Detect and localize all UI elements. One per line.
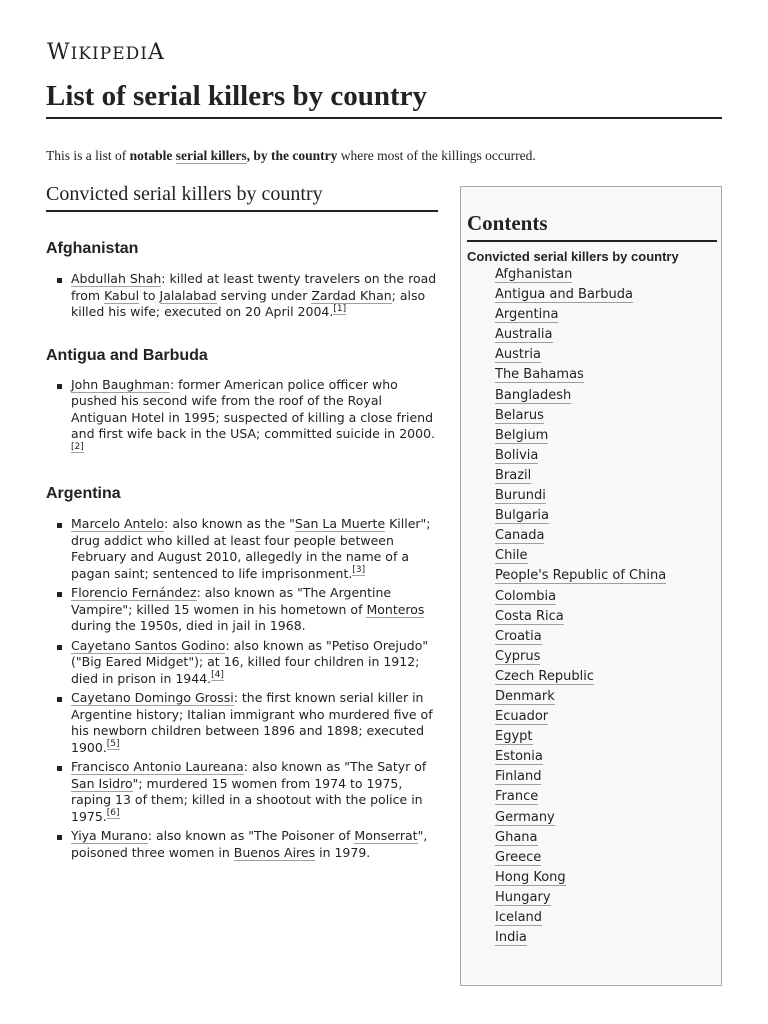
- page-title: List of serial killers by country: [46, 80, 722, 119]
- heading-afghanistan: Afghanistan: [46, 240, 139, 257]
- place-link[interactable]: Monserrat: [354, 828, 418, 843]
- reference-link[interactable]: [1]: [333, 303, 347, 314]
- killer-link[interactable]: John Baughman: [71, 376, 170, 392]
- place-link[interactable]: Buenos Aires: [233, 844, 316, 860]
- place-link[interactable]: Jalalabad: [159, 287, 217, 303]
- heading-argentina: Argentina: [46, 485, 121, 502]
- killer-link[interactable]: Abdullah Shah: [71, 271, 162, 286]
- list-item: Cayetano Domingo Grossi: the first known serial killer in Argentine history; Italian immigrant who murdered five of his newborn children between 1896 and 1898; executed 1900.[5]: [71, 690, 442, 756]
- toc-item-austria[interactable]: Austria: [495, 347, 541, 363]
- toc-item-bangladesh[interactable]: Bangladesh: [495, 387, 572, 403]
- toc-item-denmark[interactable]: Denmark: [495, 688, 555, 704]
- toc-item-czech-republic[interactable]: Czech Republic: [495, 668, 594, 684]
- toc-item-australia[interactable]: Australia: [495, 327, 553, 343]
- place-link[interactable]: Monteros: [366, 601, 425, 617]
- list-item: Florencio Fernández: also known as "The Argentine Vampire"; killed 15 women in his hometown of Monteros during the 1950s, died in jail in 1968.: [71, 585, 442, 635]
- toc-item-afghanistan[interactable]: Afghanistan: [495, 267, 573, 282]
- toc-section-link[interactable]: Convicted serial killers by country: [467, 249, 679, 264]
- list-item: Cayetano Santos Godino: also known as "Petiso Orejudo" ("Big Eared Midget"); at 16, killed four children in 1912; died in prison in 1944.[4]: [71, 638, 442, 688]
- toc-item-argentina[interactable]: Argentina: [495, 307, 559, 323]
- wordmark-first-letter: W: [47, 40, 71, 65]
- list-item: John Baughman: former American police officer who pushed his second wife from the roof of the Royal Antiguan Hotel in 1995; suspected of killing a close friend and first wife back in the USA; committed suicide in 2000.[2]: [71, 377, 442, 460]
- intro-paragraph: This is a list of notable serial killers, by the country where most of the killings occurred.: [46, 148, 536, 163]
- toc-item-antigua-and-barbuda[interactable]: Antigua and Barbuda: [495, 287, 633, 303]
- table-of-contents: [460, 186, 722, 986]
- list-item: Abdullah Shah: killed at least twenty travelers on the road from Kabul to Jalalabad serving under Zardad Khan; also killed his wife; executed on 20 April 2004.[1]: [71, 271, 442, 321]
- toc-list: [461, 265, 721, 948]
- toc-item-canada[interactable]: Canada: [495, 528, 545, 544]
- toc-item-hong-kong[interactable]: Hong Kong: [495, 869, 566, 885]
- toc-item-ghana[interactable]: Ghana: [495, 829, 538, 845]
- reference-link[interactable]: [2]: [71, 442, 84, 453]
- list-afghanistan: [46, 271, 442, 321]
- list-item: Marcelo Antelo: also known as the "San La Muerte Killer"; drug addict who killed at least four people between February and August 2010, allegedly in the name of a pagan saint; sentenced to life imprisonment.[3]: [71, 516, 442, 582]
- toc-item-greece[interactable]: Greece: [495, 849, 542, 865]
- place-link[interactable]: San Isidro: [71, 775, 133, 791]
- reference-link[interactable]: [6]: [106, 808, 120, 819]
- killer-link[interactable]: Marcelo Antelo: [71, 516, 165, 531]
- toc-item-india[interactable]: India: [495, 930, 527, 946]
- toc-item-bulgaria[interactable]: Bulgaria: [495, 508, 549, 524]
- toc-item-germany[interactable]: Germany: [495, 809, 555, 825]
- wordmark-last-letter: A: [147, 40, 165, 65]
- main-content: [46, 183, 442, 864]
- wikipedia-wordmark[interactable]: [47, 40, 165, 65]
- toc-title: Contents: [467, 211, 717, 242]
- killer-link[interactable]: Cayetano Santos Godino: [71, 637, 226, 653]
- toc-item-france[interactable]: France: [495, 789, 539, 805]
- killer-link[interactable]: Florencio Fernández: [71, 585, 197, 600]
- toc-item-costa-rica[interactable]: Costa Rica: [495, 608, 564, 624]
- toc-item-iceland[interactable]: Iceland: [495, 910, 543, 925]
- wordmark-middle-letters: IKIPEDI: [70, 44, 148, 64]
- toc-item-bolivia[interactable]: Bolivia: [495, 447, 539, 463]
- killer-link[interactable]: Francisco Antonio Laureana: [71, 759, 244, 774]
- toc-item-china[interactable]: People's Republic of China: [495, 568, 667, 584]
- list-argentina: [46, 516, 442, 861]
- reference-link[interactable]: [3]: [352, 565, 366, 576]
- toc-item-cyprus[interactable]: Cyprus: [495, 648, 541, 664]
- section-heading-convicted: Convicted serial killers by country: [46, 183, 438, 212]
- toc-item-croatia[interactable]: Croatia: [495, 628, 542, 644]
- toc-item-brazil[interactable]: Brazil: [495, 467, 532, 483]
- list-antigua: [46, 377, 442, 460]
- toc-item-hungary[interactable]: Hungary: [495, 889, 551, 905]
- toc-item-egypt[interactable]: Egypt: [495, 729, 533, 745]
- person-link[interactable]: Zardad Khan: [311, 287, 392, 303]
- toc-item-estonia[interactable]: Estonia: [495, 749, 543, 765]
- toc-item-colombia[interactable]: Colombia: [495, 588, 557, 604]
- reference-link[interactable]: [4]: [211, 670, 224, 681]
- toc-item-belarus[interactable]: Belarus: [495, 407, 544, 423]
- toc-item-finland[interactable]: Finland: [495, 769, 542, 785]
- place-link[interactable]: Kabul: [104, 287, 140, 303]
- list-item: Yiya Murano: also known as "The Poisoner of Monserrat", poisoned three women in Buenos Aires in 1979.: [71, 828, 442, 861]
- killer-link[interactable]: Cayetano Domingo Grossi: [71, 690, 234, 705]
- topic-link[interactable]: San La Muerte: [294, 516, 386, 531]
- toc-item-burundi[interactable]: Burundi: [495, 488, 546, 504]
- toc-item-ecuador[interactable]: Ecuador: [495, 709, 549, 725]
- toc-item-the-bahamas[interactable]: The Bahamas: [495, 367, 584, 383]
- heading-antigua-and-barbuda: Antigua and Barbuda: [46, 346, 208, 364]
- list-item: Francisco Antonio Laureana: also known as "The Satyr of San Isidro"; murdered 15 women from 1974 to 1975, raping 13 of them; killed in a shootout with the police in 1975.[6]: [71, 759, 442, 825]
- toc-item-belgium[interactable]: Belgium: [495, 427, 549, 443]
- killer-link[interactable]: Yiya Murano: [71, 828, 148, 843]
- serial-killers-link[interactable]: serial killers: [175, 148, 247, 163]
- reference-link[interactable]: [5]: [106, 739, 120, 750]
- toc-item-chile[interactable]: Chile: [495, 548, 528, 564]
